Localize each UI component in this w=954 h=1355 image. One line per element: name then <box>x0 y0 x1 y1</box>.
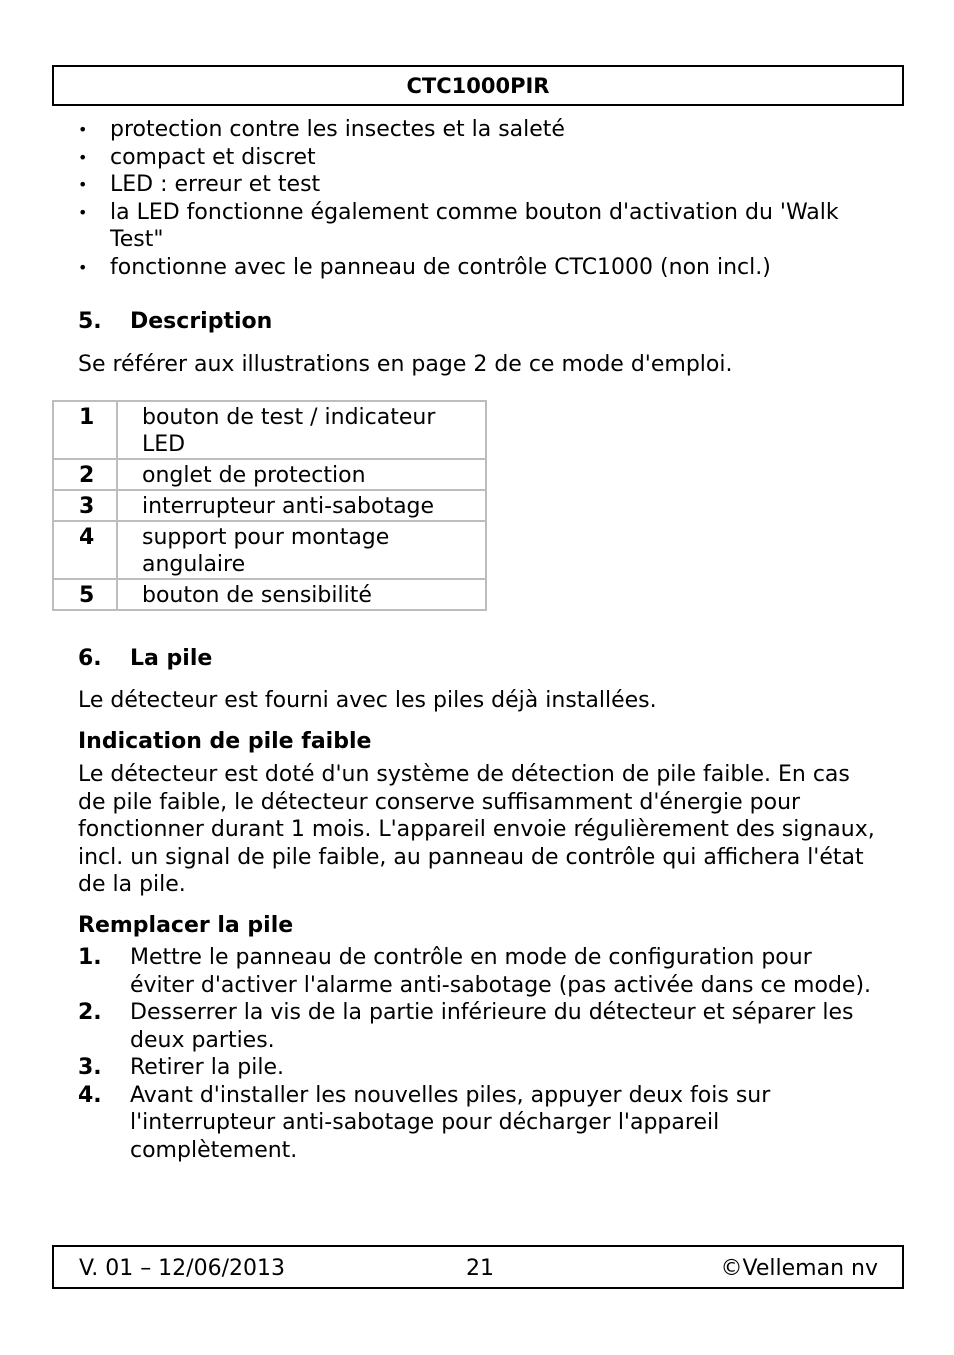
part-label: onglet de protection <box>117 459 486 490</box>
bullet-icon: • <box>78 147 88 167</box>
part-number: 5 <box>53 579 117 610</box>
copyright: ©Velleman nv <box>720 1256 878 1281</box>
part-label: bouton de sensibilité <box>117 579 486 610</box>
list-item: • compact et discret <box>78 144 316 170</box>
low-battery-text: Le détecteur est doté d'un système de détection de pile faible. En cas de pile faible, le détecteur conserve suffisamment d'énergie pour fonctionner durant 1 mois. L'appareil envoie régulièrement des signaux, incl. un signal de pile faible, au panneau de contrôle qui affichera l'état de la pile. <box>78 762 875 897</box>
step-number: 4. <box>78 1082 102 1108</box>
list-item <box>78 1082 878 1165</box>
feature-list <box>78 116 878 281</box>
section-6-heading <box>78 646 212 671</box>
list-item: • la LED fonctionne également comme bouton d'activation du 'Walk Test" <box>78 199 839 252</box>
model-title: CTC1000PIR <box>406 73 550 98</box>
page-number: 21 <box>466 1256 494 1281</box>
section-5-heading <box>78 309 272 334</box>
table-row <box>53 490 486 521</box>
table-row <box>53 459 486 490</box>
bullet-icon: • <box>78 202 88 222</box>
step-number: 2. <box>78 1000 102 1025</box>
step-text: Avant d'installer les nouvelles piles, appuyer deux fois sur l'interrupteur anti-sabotage pour décharger l'appareil complètement. <box>130 1082 771 1163</box>
list-item: • protection contre les insectes et la saleté <box>78 117 565 142</box>
section-6-intro: Le détecteur est fourni avec les piles déjà installées. <box>78 688 657 713</box>
list-item: • fonctionne avec le panneau de contrôle CTC1000 (non incl.) <box>78 254 771 280</box>
step-text: Desserrer la vis de la partie inférieure du détecteur et séparer les deux parties. <box>130 1000 854 1053</box>
part-number: 4 <box>53 521 117 579</box>
part-number: 3 <box>53 490 117 521</box>
section-number: 6. <box>78 646 102 671</box>
section-title: La pile <box>130 646 213 671</box>
replace-steps-list <box>78 944 878 1164</box>
section-5-intro: Se référer aux illustrations en page 2 de ce mode d'emploi. <box>78 352 733 377</box>
table-row <box>53 579 486 610</box>
list-item: • LED : erreur et test <box>78 172 321 197</box>
part-label: support pour montage angulaire <box>117 521 486 579</box>
list-item <box>78 944 878 999</box>
section-number: 5. <box>78 309 102 334</box>
replace-battery-heading: Remplacer la pile <box>78 913 294 938</box>
parts-table <box>52 400 487 611</box>
step-number: 3. <box>78 1055 102 1080</box>
step-text: Mettre le panneau de contrôle en mode de configuration pour éviter d'activer l'alarme anti-sabotage (pas activée dans ce mode). <box>130 945 872 998</box>
step-text: Retirer la pile. <box>130 1055 285 1080</box>
bullet-icon: • <box>78 257 88 277</box>
part-number: 1 <box>53 401 117 459</box>
part-label: bouton de test / indicateur LED <box>117 401 486 459</box>
bullet-icon: • <box>78 175 88 194</box>
section-title: Description <box>130 309 273 334</box>
table-row <box>53 521 486 579</box>
part-label: interrupteur anti-sabotage <box>117 490 486 521</box>
list-item <box>78 1054 878 1082</box>
part-number: 2 <box>53 459 117 490</box>
table-row <box>53 401 486 459</box>
bullet-icon: • <box>78 120 88 139</box>
step-number: 1. <box>78 945 102 970</box>
low-battery-heading: Indication de pile faible <box>78 729 372 754</box>
page-header <box>52 65 904 106</box>
version-date: V. 01 – 12/06/2013 <box>79 1256 285 1281</box>
page-footer <box>52 1245 904 1289</box>
list-item <box>78 999 878 1054</box>
